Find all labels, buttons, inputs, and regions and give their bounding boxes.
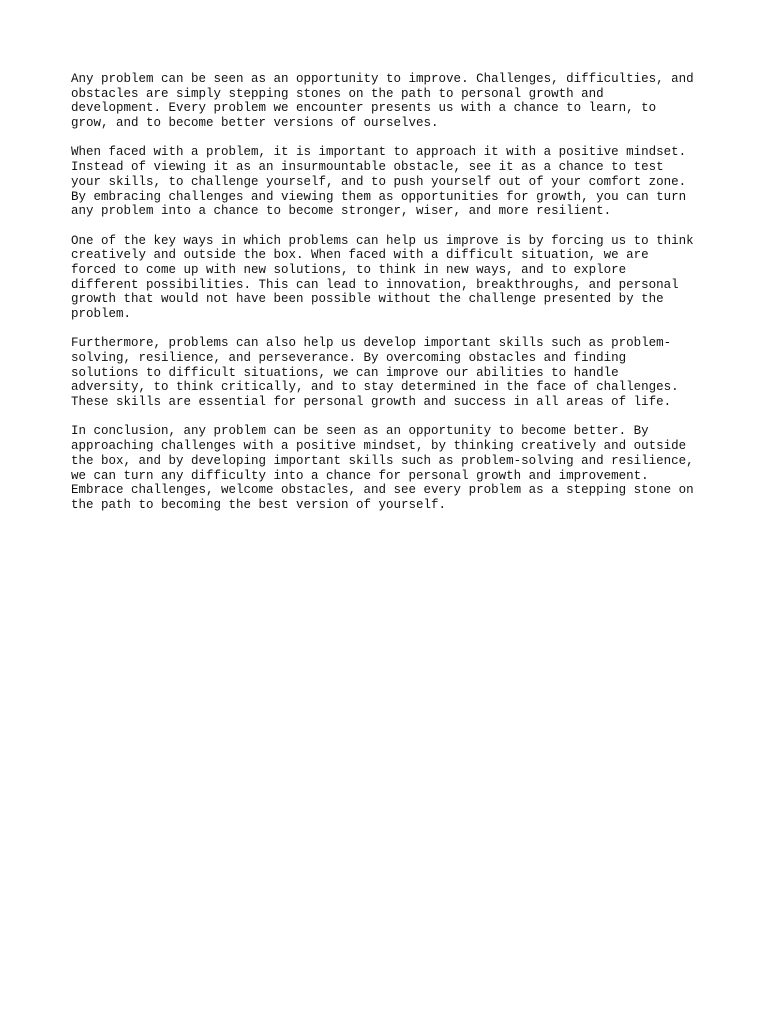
document-page [71,72,711,527]
paragraph-2: When faced with a problem, it is important to approach it with a positive mindset. Instead of viewing it as an insurmountable obstacle, see it as a chance to test your skills, to challenge yourself, and to push yourself out of your comfort zone. By embracing challenges and viewing them as opportunities for growth, you can turn any problem into a chance to become stronger, wiser, and more resilient. [71,145,687,219]
paragraph-5: In conclusion, any problem can be seen as an opportunity to become better. By approaching challenges with a positive mindset, by thinking creatively and outside the box, and by developing important skills such as problem-solving and resilience, we can turn any difficulty into a chance for personal growth and improvement. Embrace challenges, welcome obstacles, and see every problem as a stepping stone on the path to becoming the best version of yourself. [71,424,694,512]
paragraph-1: Any problem can be seen as an opportunity to improve. Challenges, difficulties, and obstacles are simply stepping stones on the path to personal growth and development. Every problem we encounter presents us with a chance to learn, to grow, and to become better versions of ourselves. [71,72,694,131]
paragraph-3: One of the key ways in which problems can help us improve is by forcing us to think creatively and outside the box. When faced with a difficult situation, we are forced to come up with new solutions, to think in new ways, and to explore different possibilities. This can lead to innovation, breakthroughs, and personal growth that would not have been possible without the challenge presented by the problem. [71,233,694,322]
paragraph-4: Furthermore, problems can also help us develop important skills such as problem- solving, resilience, and perseverance. By overcoming obstacles and finding solutions to difficult situations, we can improve our abilities to handle adversity, to think critically, and to stay determined in the face of challenges. These skills are essential for personal growth and success in all areas of life. [71,336,679,410]
